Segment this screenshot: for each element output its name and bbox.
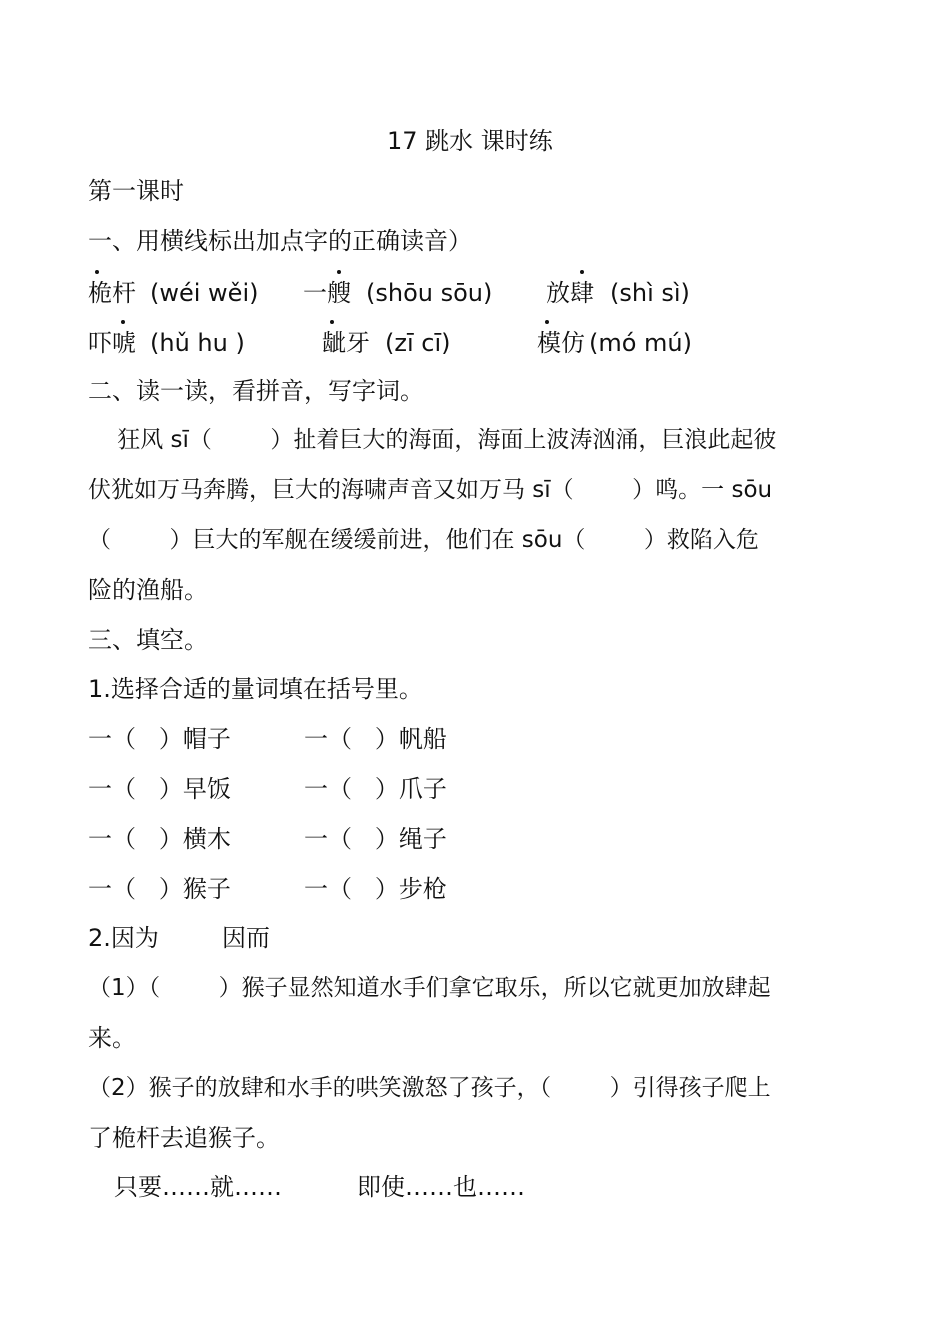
section2-heading: 二、读一读，看拼音，写字词。 — [88, 377, 424, 405]
section3-heading: 三、填空。 — [88, 626, 208, 654]
emphasis-dot — [95, 270, 99, 274]
emphasis-dot — [580, 270, 584, 274]
word-item: 龇牙 — [322, 329, 370, 357]
sentence-line: （1）（ ）猴子显然知道水手们拿它取乐，所以它就更加放肆起 — [88, 975, 771, 1001]
sentence-line: 来。 — [88, 1024, 136, 1052]
sentence-line: （2）猴子的放肆和水手的哄笑激怒了孩子，（ ）引得孩子爬上 — [88, 1075, 771, 1101]
emphasis-dot — [337, 270, 341, 274]
measure-word-item: 一（ ）绳子 — [304, 825, 447, 853]
word-item: 一艘 — [303, 279, 351, 307]
passage-line: （ ）巨大的军舰在缓缓前进，他们在 sōu（ ）救陷入危 — [88, 527, 759, 553]
word-item: 桅杆 — [88, 279, 136, 307]
emphasis-dot — [330, 320, 334, 324]
pinyin-options: (shōu sōu) — [366, 279, 493, 307]
measure-word-item: 一（ ）帆船 — [304, 725, 447, 753]
conjunction-option: 即使……也…… — [357, 1173, 525, 1201]
pinyin-options: (wéi wěi) — [150, 279, 259, 307]
measure-word-item: 一（ ）帽子 — [88, 725, 231, 753]
pinyin-options: (hǔ hu ) — [150, 329, 245, 357]
word-item: 吓唬 — [88, 329, 136, 357]
emphasis-dot — [545, 320, 549, 324]
pinyin-options: (mó mú) — [589, 329, 693, 357]
measure-word-item: 一（ ）猴子 — [88, 875, 231, 903]
section1-heading: 一、用横线标出加点字的正确读音） — [88, 227, 472, 255]
sentence-line: 了桅杆去追猴子。 — [88, 1124, 280, 1152]
question2-label: 2.因为 — [88, 924, 159, 952]
conjunction-option: 只要……就…… — [114, 1173, 282, 1201]
measure-word-item: 一（ ）横木 — [88, 825, 231, 853]
pinyin-options: (shì sì) — [610, 279, 690, 307]
word-item: 放肆 — [546, 279, 594, 307]
question1-label: 1.选择合适的量词填在括号里。 — [88, 675, 423, 703]
passage-line: 险的渔船。 — [88, 576, 208, 604]
emphasis-dot — [121, 320, 125, 324]
measure-word-item: 一（ ）爪子 — [304, 775, 447, 803]
question2-option: 因而 — [222, 924, 270, 952]
passage-line: 伏犹如万马奔腾，巨大的海啸声音又如万马 sī（ ）鸣。一 sōu — [88, 477, 773, 503]
word-item: 模仿 — [537, 329, 585, 357]
lesson-label: 第一课时 — [88, 177, 184, 205]
pinyin-options: (zī cī) — [385, 329, 451, 357]
page-title: 17 跳水 课时练 — [387, 127, 553, 155]
measure-word-item: 一（ ）早饭 — [88, 775, 231, 803]
measure-word-item: 一（ ）步枪 — [304, 875, 447, 903]
passage-line: 狂风 sī（ ）扯着巨大的海面，海面上波涛汹涌，巨浪此起彼 — [88, 427, 777, 453]
